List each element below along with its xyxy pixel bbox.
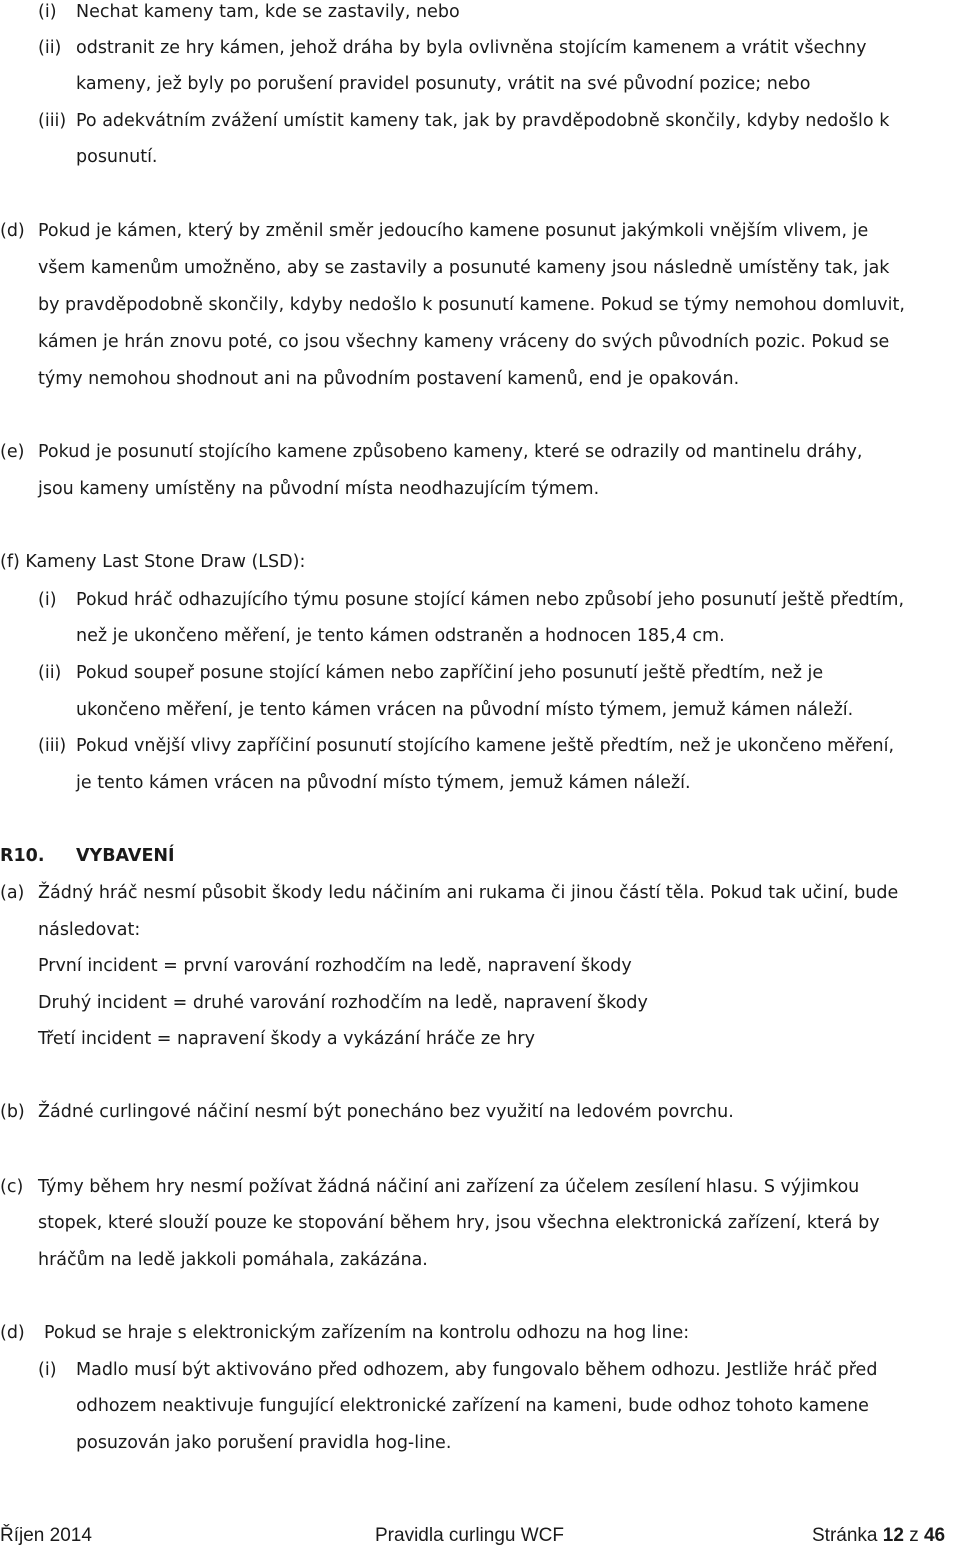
list-item-text: ukončeno měření, je tento kámen vrácen na původní místo týmem, jemuž kámen náleží.: [76, 700, 854, 720]
list-item-text: Pokud vnější vlivy zapříčiní posunutí stojícího kamene ještě předtím, než je ukončeno měření,: [76, 736, 895, 756]
list-label: (i): [38, 1360, 57, 1380]
footer-date: Říjen 2014: [0, 1525, 92, 1546]
paragraph-text: kámen je hrán znovu poté, co jsou všechny kameny vráceny do svých původních pozic. Pokud se: [38, 332, 890, 352]
paragraph-label: (d): [0, 221, 25, 241]
list-item-text: Pokud hráč odhazujícího týmu posune stojící kámen nebo způsobí jeho posunutí ještě předtím,: [76, 590, 905, 610]
list-item-text: Madlo musí být aktivováno před odhozem, aby fungovalo během odhozu. Jestliže hráč před: [76, 1360, 878, 1380]
footer-page-current: 12: [882, 1525, 904, 1546]
section-title: (f) Kameny Last Stone Draw (LSD):: [0, 552, 306, 572]
paragraph-label: (d): [0, 1323, 25, 1343]
paragraph-text: Žádný hráč nesmí působit škody ledu náčiním ani rukama či jinou částí těla. Pokud tak učiní, bude: [38, 883, 899, 903]
list-label: (iii): [38, 736, 67, 756]
paragraph-text: stopek, které slouží pouze ke stopování během hry, jsou všechna elektronická zařízení, která by: [38, 1213, 880, 1233]
paragraph-label: (c): [0, 1177, 24, 1197]
paragraph-text: všem kamenům umožněno, aby se zastavily a posunuté kameny jsou následně umístěny tak, jak: [38, 258, 890, 278]
paragraph-text: by pravděpodobně skončily, kdyby nedošlo k posunutí kamene. Pokud se týmy nemohou domluvit,: [38, 295, 905, 315]
list-item-text: Nechat kameny tam, kde se zastavily, nebo: [76, 2, 460, 22]
list-item-text: posunutí.: [76, 147, 158, 167]
paragraph-text: jsou kameny umístěny na původní místa neodhazujícím týmem.: [38, 479, 600, 499]
paragraph-text: Pokud se hraje s elektronickým zařízením na kontrolu odhozu na hog line:: [44, 1323, 690, 1343]
paragraph-text: následovat:: [38, 920, 141, 940]
footer-title: Pravidla curlingu WCF: [375, 1525, 564, 1546]
paragraph-text: Žádné curlingové náčiní nesmí být ponecháno bez využití na ledovém povrchu.: [38, 1102, 734, 1122]
list-item-text: Po adekvátním zvážení umístit kameny tak, jak by pravděpodobně skončily, kdyby nedošlo k: [76, 111, 890, 131]
paragraph-label: (b): [0, 1102, 25, 1122]
list-label: (i): [38, 2, 57, 22]
list-label: (ii): [38, 663, 62, 683]
list-item-text: kameny, jež byly po porušení pravidel posunuty, vrátit na své původní pozice; nebo: [76, 74, 811, 94]
paragraph-text: Pokud je posunutí stojícího kamene způsobeno kameny, které se odrazily od mantinelu dráhy,: [38, 442, 863, 462]
list-label: (ii): [38, 38, 62, 58]
paragraph-label: (a): [0, 883, 25, 903]
list-label: (iii): [38, 111, 67, 131]
paragraph-text: Třetí incident = napravení škody a vykázání hráče ze hry: [38, 1029, 535, 1049]
footer-page-total: 46: [923, 1525, 946, 1546]
rule-title: VYBAVENÍ: [76, 846, 175, 866]
list-item-text: odstranit ze hry kámen, jehož dráha by byla ovlivněna stojícím kamenem a vrátit všechny: [76, 38, 867, 58]
paragraph-text: Týmy během hry nesmí požívat žádná náčiní ani zařízení za účelem zesílení hlasu. S výjimkou: [38, 1177, 860, 1197]
rule-number: R10.: [0, 846, 45, 866]
paragraph-label: (e): [0, 442, 25, 462]
footer-page-sep: z: [909, 1525, 919, 1546]
list-label: (i): [38, 590, 57, 610]
paragraph-text: týmy nemohou shodnout ani na původním postavení kamenů, end je opakován.: [38, 369, 740, 389]
list-item-text: je tento kámen vrácen na původní místo týmem, jemuž kámen náleží.: [76, 773, 691, 793]
paragraph-text: Druhý incident = druhé varování rozhodčím na ledě, napravení škody: [38, 993, 648, 1013]
footer-page-number: [812, 1524, 945, 1548]
paragraph-text: První incident = první varování rozhodčím na ledě, napravení škody: [38, 956, 632, 976]
paragraph-text: Pokud je kámen, který by změnil směr jedoucího kamene posunut jakýmkoli vnějším vlivem, je: [38, 221, 869, 241]
list-item-text: posuzován jako porušení pravidla hog-line.: [76, 1433, 452, 1453]
list-item-text: než je ukončeno měření, je tento kámen odstraněn a hodnocen 185,4 cm.: [76, 626, 725, 646]
list-item-text: odhozem neaktivuje fungující elektronické zařízení na kameni, bude odhoz tohoto kamene: [76, 1396, 869, 1416]
paragraph-text: hráčům na ledě jakkoli pomáhala, zakázána.: [38, 1250, 428, 1270]
list-item-text: Pokud soupeř posune stojící kámen nebo zapříčiní jeho posunutí ještě předtím, než je: [76, 663, 824, 683]
footer-page-label: Stránka: [812, 1525, 878, 1546]
